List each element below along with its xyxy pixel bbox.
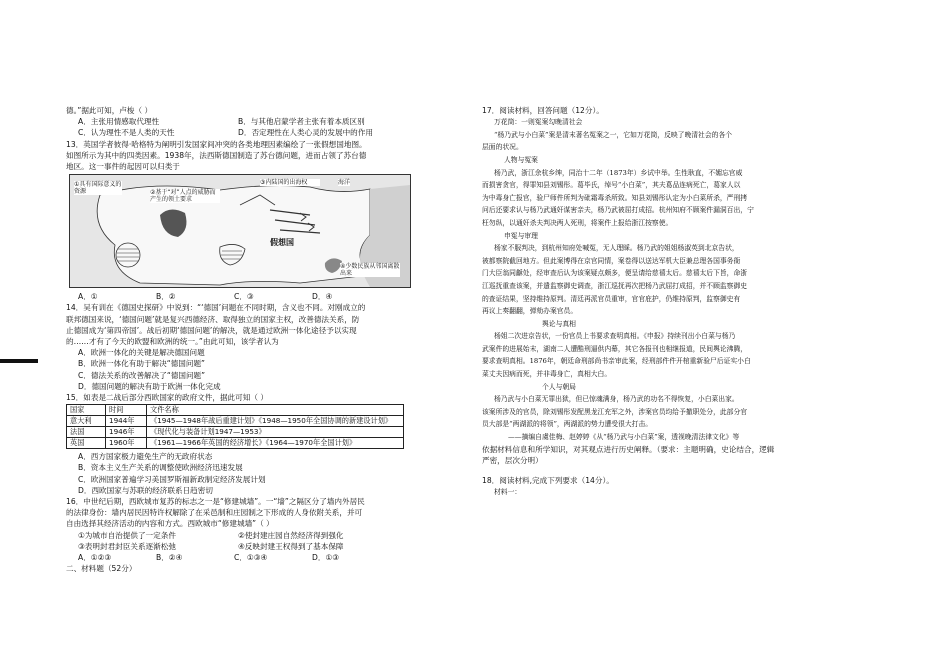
- q15-option-d[interactable]: D．西欧国家与苏联的经济联系日趋密切: [78, 485, 213, 495]
- sec1-line-5: 枉勿纵，以通奸杀夫判决两人死刑，将案件上报给浙江按察使。: [482, 218, 673, 227]
- sec1-line-3: 为中毒身亡报官，验尸师件所判为砒霜毒杀所致。知县刘锡彤认定为小白菜所杀，严刑拷: [482, 193, 748, 202]
- table-cell: 《1961—1966年英国的经济增长》《1964—1970年全国计划》: [147, 438, 404, 449]
- q14-line-4: 的……才有了今天的欧盟和欧洲的统一。”由此可知，该学者认为: [66, 337, 279, 347]
- table-cell: 《现代化与装备计划1947—1953》: [147, 427, 404, 438]
- table-cell: 1960年: [106, 438, 147, 449]
- q12-options-row-1: [66, 116, 474, 127]
- sec1-line-2: 而损害贪官，得罪知县刘锡彤。葛毕氏，绰号“小白菜”，其夫葛品连病死亡，葛家人以: [482, 181, 741, 190]
- q15-option-b[interactable]: B．资本主义生产关系的调整使欧洲经济迅速发展: [78, 463, 243, 473]
- q16-item-3: ③表明封君封臣关系逐渐松弛: [78, 541, 176, 551]
- table-cell: 1946年: [106, 427, 147, 438]
- sec2-line-3: 门大臣翁同龢处，经审查后认为该案疑点颇多，便呈请给慈禧太后。慈禧太后下旨，命浙: [482, 269, 748, 278]
- q15-option-c[interactable]: C．欧洲国家普遍学习美国罗斯福新政制定经济发展计划: [78, 474, 266, 484]
- q16-option-b[interactable]: B．②④: [156, 553, 183, 563]
- sec2-line-5: 的查证结果，坚持维持原判。清廷再派官员重审，官官庇护，仍维持原判，监察御史有: [482, 294, 741, 303]
- q13-option-a[interactable]: A．①: [78, 292, 98, 302]
- source-citation: ——摘编自虞佳梅、赵婷婷《从“杨乃武与小白菜”案，透视晚清法律文化》等: [508, 433, 740, 442]
- sec3-line-3: 要求查明真相。1876年，朝廷命刑部尚书亲审此案，经刑部件件开棺重新验尸后证实小白: [482, 357, 751, 366]
- q16-item-1: ①为城市自治提供了一定条件: [78, 530, 176, 540]
- table-cell: 1944年: [106, 416, 147, 427]
- q15-option-a[interactable]: A．西方国家极力避免生产的无政府状态: [78, 452, 213, 462]
- q13-line-2: 如图所示为其中的四类因素。1938年，法西斯德国制造了苏台德问题，进而占领了苏台德: [66, 150, 367, 160]
- q13-option-d[interactable]: D．④: [312, 292, 333, 302]
- sec4-line-1: 杨乃武与小白菜无罪出狱，但已惊魂满身，杨乃武的功名不得恢复，小白菜出家。: [494, 395, 739, 404]
- intro-line-3: 层面的状况。: [482, 143, 523, 152]
- government-documents-table: [66, 404, 404, 449]
- table-cell: 法国: [67, 427, 106, 438]
- table-cell: 意大利: [67, 416, 106, 427]
- sec2-line-6: 再议上奏翻翻，弹劾办案官员。: [482, 307, 578, 316]
- q13-options: [66, 291, 474, 302]
- q16-item-2: ②使封建庄园自然经济得到强化: [238, 530, 344, 540]
- intro-line-1: 万花筒：一则冤案勾晚清社会: [494, 118, 583, 127]
- q16-option-a[interactable]: A．①②③: [78, 553, 112, 563]
- q16-line-1: 16．中世纪后期，西欧城市复苏的标志之一是“修建城墙”。一“墙”之隔区分了墙内外居民: [66, 497, 365, 507]
- table-header-document: 文件名称: [147, 405, 404, 416]
- q16-option-d[interactable]: D．①③: [312, 553, 340, 563]
- q18-title: 18．阅读材料,完成下列要求（14分）。: [482, 476, 614, 486]
- q14-option-d[interactable]: D．德国问题的解决有助于欧洲一体化完成: [78, 381, 221, 391]
- sec1-line-4: 问后还要求认与杨乃武通奸谋害亲夫，杨乃武被屈打成招。杭州知府不顾案件漏洞百出，宁: [482, 206, 754, 215]
- sec3-line-4: 菜丈夫因病而死，并非毒身亡，真相大白。: [482, 370, 612, 379]
- sec4-title: 个人与朝局: [542, 382, 576, 391]
- q12-option-c[interactable]: C．认为理性不是人类的天性: [78, 128, 175, 138]
- sec4-line-2: 该案所涉及的官员，除刘锡彤发配黑龙江充军之外，涉案官员均给予撤职处分，此部分官: [482, 407, 748, 416]
- map-label-sea: 海洋: [338, 179, 351, 187]
- q15-stem: 15．如表是二战后部分西欧国家的政府文件，据此可知（ ）: [66, 393, 268, 403]
- q16-line-3: 自由选择其经济活动的内容和方式。西欧城市“修建城墙”（ ）: [66, 519, 274, 529]
- q14-option-b[interactable]: B．欧洲一体化有助于解决“德国问题”: [78, 359, 205, 369]
- sec3-line-2: 武案件的进展始末，湖南二人遭酷刑逼供内幕，其它各报刊也相继报道，民间舆论沸腾，: [482, 344, 748, 353]
- table-cell: 《1945—1948年战后重建计划》《1948—1950年全国协调的新建设计划》: [147, 416, 404, 427]
- q14-option-c[interactable]: C．德法关系的改善解决了“德国问题”: [78, 370, 206, 380]
- q16-item-4: ④反映封建王权得到了基本保障: [238, 541, 344, 551]
- table-row: [67, 427, 404, 438]
- table-header-country: 国家: [67, 405, 106, 416]
- q17-requirement-2: 严密，层次分明）: [482, 455, 543, 465]
- map-label-3: ③内陆国的出海权: [260, 179, 320, 186]
- sec3-title: 舆论与真相: [542, 319, 576, 328]
- q13-option-b[interactable]: B．②: [156, 292, 176, 302]
- right-column: [482, 105, 852, 499]
- margin-marker: [0, 359, 38, 363]
- table-header-time: 时间: [106, 405, 147, 416]
- sec2-line-2: 被都察院截回地方。但此案博得在京官同情，案卷得以送达军机大臣兼总理各国事务衙: [482, 256, 741, 265]
- q16-option-c[interactable]: C．①③④: [234, 553, 268, 563]
- q14-line-1: 14．吴有训在《德国史探研》中说到：“‘德国’问题在不同时期，含义也不同。对刚成立的: [66, 303, 366, 313]
- sec4-line-3: 员大部是“两湖派的将领”，两湖派的势力遭受很大打击。: [482, 420, 653, 429]
- sec3-line-1: 杨姐二次进京告状，一份官员上书要求查明真相。《申报》持续刊出小白菜与杨乃: [494, 332, 736, 341]
- q16-line-2: 的法律身份：墙内居民因特许权解除了在采邑制和庄园制之下形成的人身依附关系，并可: [66, 508, 363, 518]
- map-label-4: ④少数民族从邻国离散出来: [340, 263, 400, 278]
- intro-line-2: “杨乃武与小白菜”案是清末著名冤案之一，它如万花筒，反映了晚清社会的各个: [494, 130, 733, 139]
- q12-stem: 德。”据此可知，卢梭（ ）: [66, 106, 153, 115]
- map-label-country: 假想国: [270, 238, 294, 248]
- q12-option-a[interactable]: A．主张用情感取代理性: [78, 117, 160, 127]
- sec2-title: 申冤与审理: [504, 231, 538, 240]
- q17-title: 17．阅读材料，回答问题（12分）。: [482, 106, 604, 115]
- q14-line-3: 止德国成为‘第四帝国’。战后初期‘德国问题’的解决，就是通过欧洲一体化途径予以实现: [66, 325, 357, 335]
- q17-requirement-1: 依据材料信息和所学知识，对其观点进行历史阐释。（要求：主题明确，史论结合，逻辑: [482, 444, 775, 454]
- sec1-title: 人物与冤案: [504, 155, 538, 164]
- q13-line-3: 地区。这一事件的起因可以归类于: [66, 162, 180, 172]
- q12-option-d[interactable]: D．否定理性在人类心灵的发展中的作用: [238, 128, 373, 138]
- q16-items-row-2: [66, 541, 474, 552]
- q13-line-1: 13．英国学者彼得·哈格特为阐明引发国家间冲突的各类地理因素编绘了一张假想国地图。: [66, 139, 367, 149]
- table-row: [67, 438, 404, 449]
- sec1-line-1: 杨乃武，浙江余杭乡绅，同治十二年（1873年）乡试中举。生性耿直，不媚忘官威: [494, 168, 743, 177]
- q18-material-label: 材料一：: [494, 488, 522, 497]
- sec2-line-4: 江巡抚重查该案，并遣监察御史调查，浙江巡抚再次把杨乃武屈打成招，并不顾监察御史: [482, 281, 748, 290]
- q12-options-row-2: [66, 127, 474, 138]
- q16-items-row-1: [66, 530, 474, 541]
- q16-options: [66, 552, 474, 563]
- q13-option-c[interactable]: C．③: [234, 292, 254, 302]
- q14-line-2: 联邦德国来说，‘德国问题’就是复兴西德经济、取得独立的国家主权，改善德法关系，防: [66, 314, 360, 324]
- map-label-1: ①具有国际意义的资源: [74, 181, 122, 196]
- sec2-line-1: 杨家不服判决，到杭州知府处喊冤，无人理睬。杨乃武的姐姐杨淑英到北京告状，: [494, 244, 739, 253]
- table-row: [67, 416, 404, 427]
- table-cell: 英国: [67, 438, 106, 449]
- table-header-row: [67, 405, 404, 416]
- left-column: [66, 105, 474, 574]
- section-2-heading: 二、材料题（52分）: [66, 564, 137, 574]
- map-label-2: ②基于“对”人点的威胁而产生的领土要求: [150, 189, 220, 203]
- q12-option-b[interactable]: B．与其他启蒙学者主张有着本质区别: [238, 117, 365, 127]
- hypothetical-country-map: [69, 174, 411, 288]
- q14-option-a[interactable]: A．欧洲一体化的关键是解决德国问题: [78, 348, 205, 358]
